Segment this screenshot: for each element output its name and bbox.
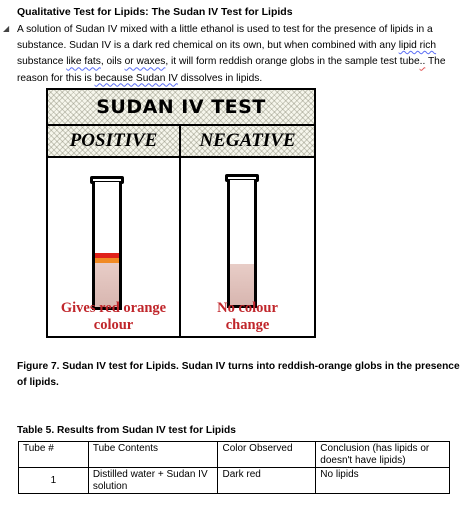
positive-test-tube-icon — [92, 182, 122, 310]
figure-title: SUDAN IV TEST — [48, 90, 314, 126]
sudan-test-figure — [46, 88, 316, 338]
positive-caption: Gives red orange colour — [60, 300, 167, 333]
table-row — [19, 468, 450, 494]
table-cell[interactable]: 1 — [19, 468, 89, 494]
grammar-flag[interactable]: or waxes — [124, 56, 166, 68]
spelling-flag[interactable]: .. — [419, 56, 426, 68]
negative-tube-liquid — [230, 264, 254, 305]
intro-paragraph: A solution of Sudan IV mixed with a little ethanol is used to test for the presence of lipids in a substance. Sudan IV is a dark red chemical on its own, but when combined with any lipid rich substance like fats, oils or waxes, it will form reddish orange globs in the sample test tube.. The reason for this is because Sudan IV dissolves in lipids. — [17, 24, 446, 84]
grammar-flag[interactable]: lipid rich — [398, 40, 437, 52]
header-cell: Tube # — [19, 442, 89, 468]
figure-caption: Figure 7. Sudan IV test for Lipids. Sudan IV turns into reddish-orange globs in the presence of lipids. — [17, 361, 460, 388]
table-title: Table 5. Results from Sudan IV test for Lipids — [17, 425, 236, 436]
section-heading: Qualitative Test for Lipids: The Sudan IV Test for Lipids — [17, 6, 293, 18]
negative-label: NEGATIVE — [181, 126, 314, 158]
red-glob-layer — [95, 253, 119, 258]
results-table — [18, 441, 450, 494]
grammar-flag[interactable]: because Sudan IV — [94, 72, 178, 84]
negative-caption: No colour change — [217, 300, 278, 333]
positive-label: POSITIVE — [48, 126, 179, 158]
table-header-row — [19, 442, 450, 468]
table-cell[interactable]: Dark red — [218, 468, 316, 494]
header-cell: Color Observed — [218, 442, 316, 468]
table-cell[interactable]: Distilled water + Sudan IV solution — [88, 468, 218, 494]
table-cell[interactable]: No lipids — [316, 468, 450, 494]
collapse-triangle-icon[interactable]: ◢ — [3, 24, 10, 33]
grammar-flag[interactable]: like fats — [66, 56, 101, 68]
header-cell: Conclusion (has lipids or doesn't have lipids) — [316, 442, 450, 468]
negative-test-tube-icon — [227, 180, 257, 308]
header-cell: Tube Contents — [88, 442, 218, 468]
orange-glob-layer — [95, 258, 119, 263]
